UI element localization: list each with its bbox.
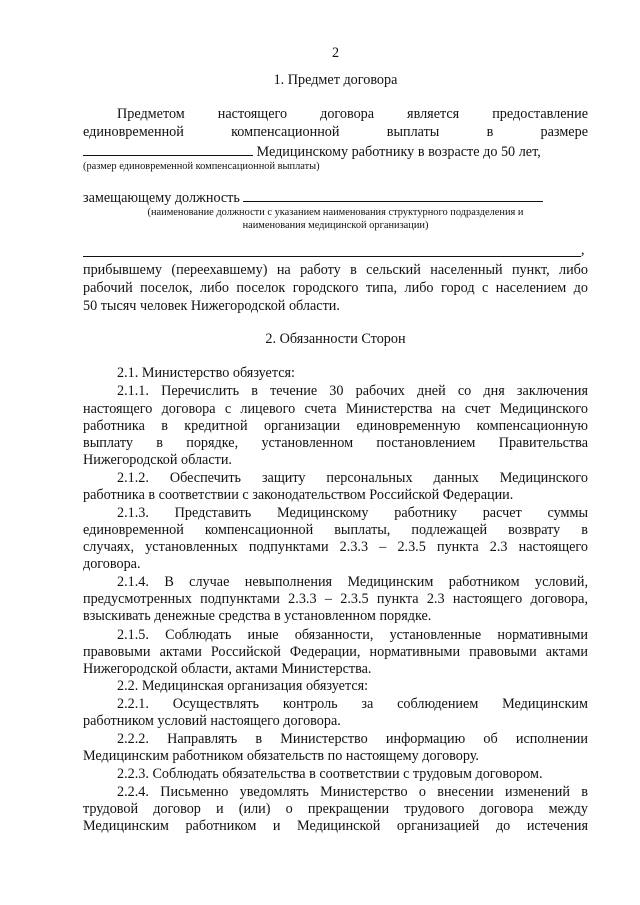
- position-blank: [243, 188, 543, 202]
- clause-line: Нижегородской области, актами Министерства.: [83, 661, 372, 677]
- page-number: 2: [331, 45, 340, 61]
- position-caption: (наименование должности с указанием наименования структурного подразделения и: [147, 207, 524, 218]
- section-2-heading: 2. Обязанности Сторон: [265, 331, 406, 347]
- clause-line: Нижегородской области.: [83, 452, 232, 468]
- paragraph-line: Предметом настоящего договора является предоставление: [117, 106, 588, 122]
- clause-line: взыскивать денежные средства в установленном порядке.: [83, 608, 432, 624]
- amount-line-text: Медицинскому работнику в возрасте до 50 лет,: [256, 144, 541, 159]
- amount-blank: [83, 142, 253, 156]
- clause-line: 2.1.5. Соблюдать иные обязанности, установленные нормативными: [117, 627, 588, 643]
- clause-line: выплату в порядке, установленном постановлением Правительства: [83, 435, 588, 451]
- position-line-text: замещающему должность: [83, 190, 240, 205]
- clause-line: 2.2.1. Осуществлять контроль за соблюдением Медицинским: [117, 696, 588, 712]
- clause-line: 2.2. Медицинская организация обязуется:: [117, 678, 369, 694]
- clause-line: 2.2.3. Соблюдать обязательства в соответствии с трудовым договором.: [117, 766, 543, 782]
- position-line: [83, 188, 588, 205]
- clause-line: трудовой договор и (или) о прекращении трудового договора между: [83, 801, 588, 817]
- clause-line: 2.1.3. Представить Медицинскому работнику расчет суммы: [117, 505, 588, 521]
- clause-line: настоящего договора с лицевого счета Министерства на счет Медицинского: [83, 401, 588, 417]
- clause-line: 2.1. Министерство обязуется:: [117, 365, 295, 381]
- clause-line: случаях, установленных подпунктами 2.3.3 – 2.3.5 пункта 2.3 настоящего: [83, 539, 588, 555]
- position-caption: наименования медицинской организации): [242, 220, 429, 231]
- org-blank-line: [83, 256, 581, 257]
- clause-line: работника в соответствии с законодательством Российской Федерации.: [83, 487, 514, 503]
- clause-line: Медицинским работником и Медицинской организацией до истечения: [83, 818, 588, 834]
- paragraph-line: прибывшему (переехавшему) на работу в сельский населенный пункт, либо: [83, 262, 588, 278]
- clause-line: работника в кредитной организации единовременную компенсационную: [83, 418, 588, 434]
- section-1-heading: 1. Предмет договора: [273, 72, 398, 88]
- amount-caption: (размер единовременной компенсационной выплаты): [83, 161, 320, 172]
- clause-line: Медицинским работником обязательств по настоящему договору.: [83, 748, 479, 764]
- paragraph-line: единовременной компенсационной выплаты в размере: [83, 124, 588, 140]
- clause-line: 2.1.4. В случае невыполнения Медицинским работником условий,: [117, 574, 588, 590]
- clause-line: договора.: [83, 556, 141, 572]
- paragraph-line: рабочий поселок, либо поселок городского типа, либо город с населением до: [83, 280, 588, 296]
- org-line-comma: ,: [581, 242, 585, 258]
- clause-line: 2.1.1. Перечислить в течение 30 рабочих дней со дня заключения: [117, 383, 588, 399]
- clause-line: 2.2.4. Письменно уведомлять Министерство о внесении изменений в: [117, 784, 588, 800]
- clause-line: работником условий настоящего договора.: [83, 713, 341, 729]
- clause-line: 2.2.2. Направлять в Министерство информацию об исполнении: [117, 731, 588, 747]
- clause-line: предусмотренных подпунктами 2.3.3 – 2.3.5 пункта 2.3 настоящего договора,: [83, 591, 588, 607]
- amount-line: [83, 142, 588, 159]
- clause-line: правовыми актами Российской Федерации, нормативными правовыми актами: [83, 644, 588, 660]
- paragraph-line: 50 тысяч человек Нижегородской области.: [83, 298, 340, 314]
- clause-line: единовременной компенсационной выплаты, подлежащей возврату в: [83, 522, 588, 538]
- clause-line: 2.1.2. Обеспечить защиту персональных данных Медицинского: [117, 470, 588, 486]
